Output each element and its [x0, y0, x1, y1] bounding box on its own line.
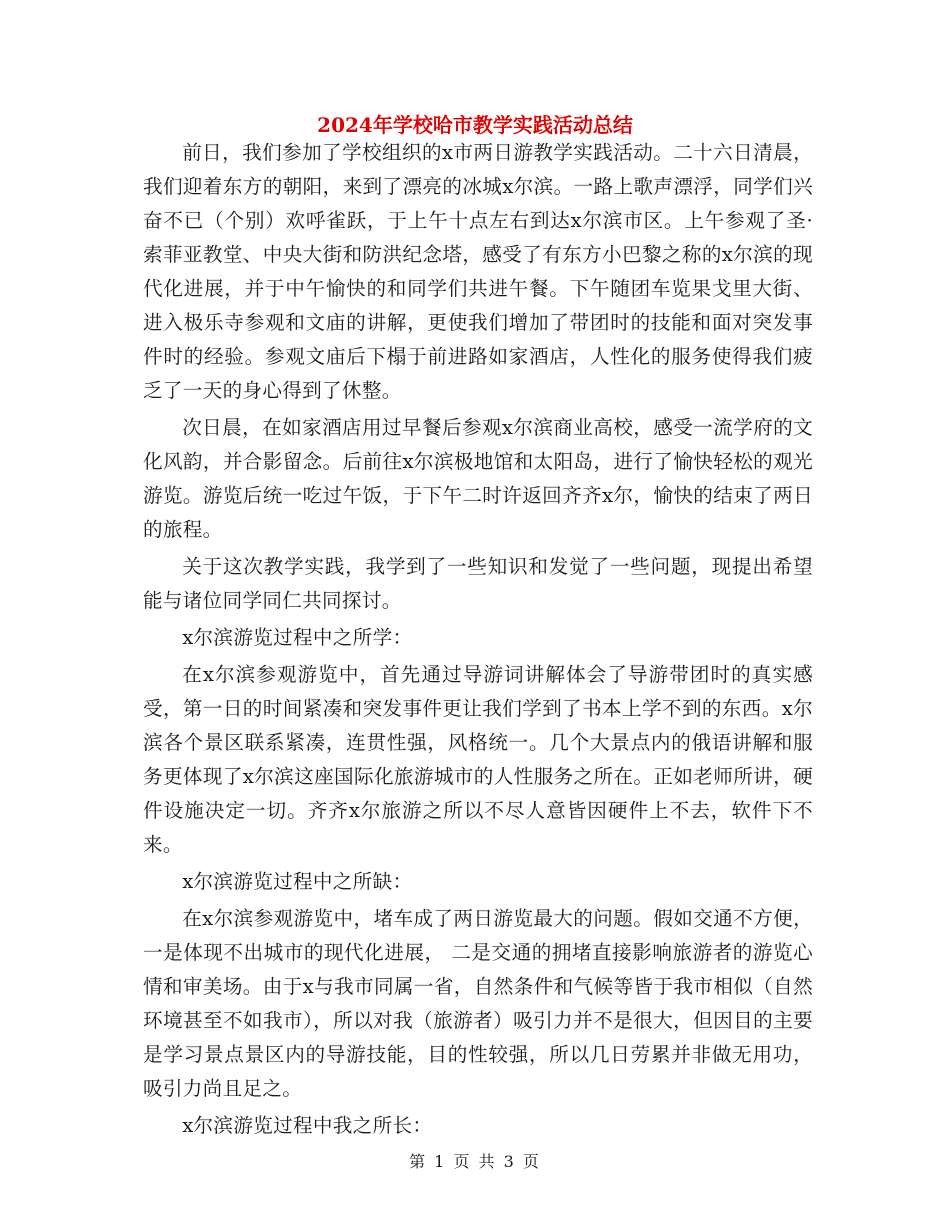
paragraph-5: 在x尔滨参观游览中，堵车成了两日游览最大的问题。假如交通不方便，一是体现不出城市的现代化进展， 二是交通的拥堵直接影响旅游者的游览心情和审美场。由于x与我市同属一省，自然条件和气候等皆于我市相似（自然环境甚至不如我市），所以对我（旅游者）吸引力并不是很大，但因目的主要是学习景点景区内的导游技能，目的性较强，所以几日劳累并非做无用功，吸引力尚且足之。	[143, 907, 813, 1100]
page-number-footer: 第 1 页 共 3 页	[409, 1152, 541, 1171]
paragraph-2: 次日晨，在如家酒店用过早餐后参观x尔滨商业高校，感受一流学府的文化风韵，并合影留念。后前往x尔滨极地馆和太阳岛，进行了愉快轻松的观光游览。游览后统一吃过午饭，于下午二时许返回齐齐x尔，愉快的结束了两日的旅程。	[143, 416, 813, 541]
paragraph-4: 在x尔滨参观游览中，首先通过导游词讲解体会了导游带团时的真实感受，第一日的时间紧凑和突发事件更让我们学到了书本上学不到的东西。x尔滨各个景区联系紧凑，连贯性强，风格统一。几个大景点内的俄语讲解和服务更体现了x尔滨这座国际化旅游城市的人性服务之所在。正如老师所讲，硬件设施决定一切。齐齐x尔旅游之所以不尽人意皆因硬件上不去，软件下不来。	[143, 663, 813, 856]
paragraph-3: 关于这次教学实践，我学到了一些知识和发觉了一些问题，现提出希望能与诸位同学同仁共同探讨。	[143, 555, 813, 612]
section-heading-learned: x尔滨游览过程中之所学：	[182, 626, 413, 649]
section-heading-strengths: x尔滨游览过程中我之所长：	[182, 1114, 433, 1137]
paragraph-1: 前日，我们参加了学校组织的x市两日游教学实践活动。二十六日清晨，我们迎着东方的朝阳，来到了漂亮的冰城x尔滨。一路上歌声漂浮，同学们兴奋不已（个别）欢呼雀跃，于上午十点左右到达x尔滨市区。上午参观了圣·索菲亚教堂、中央大街和防洪纪念塔，感受了有东方小巴黎之称的x尔滨的现代化进展，并于中午愉快的和同学们共进午餐。下午随团车览果戈里大街、进入极乐寺参观和文庙的讲解，更使我们增加了带团时的技能和面对突发事件时的经验。参观文庙后下榻于前进路如家酒店，人性化的服务使得我们疲乏了一天的身心得到了休整。	[143, 141, 813, 402]
document-title: 2024年学校哈市教学实践活动总结	[317, 113, 633, 137]
section-heading-lacking: x尔滨游览过程中之所缺：	[182, 870, 413, 893]
document-body	[143, 136, 813, 1146]
